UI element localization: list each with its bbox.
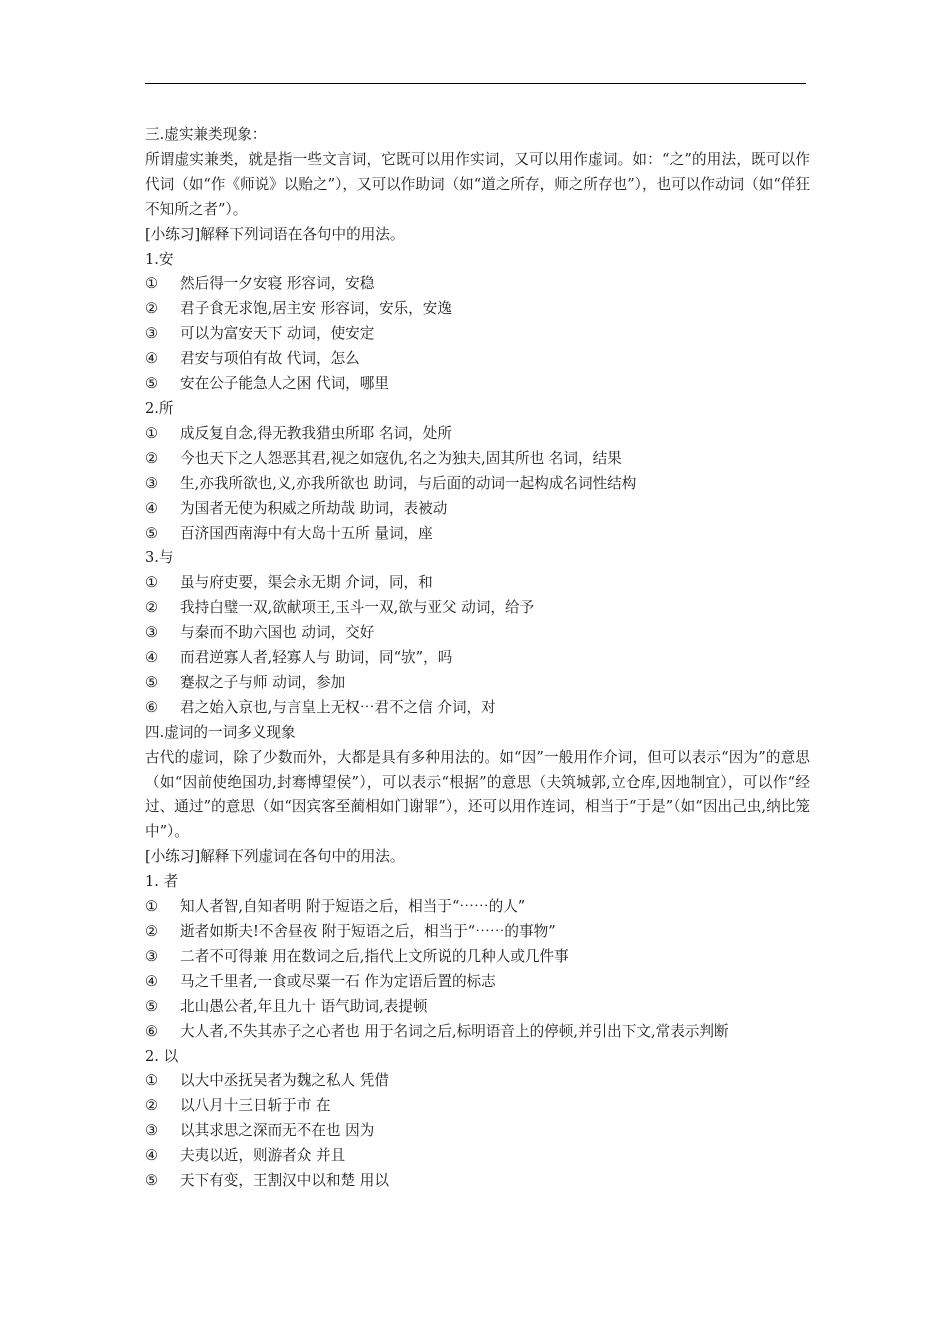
list-item — [145, 322, 810, 347]
item-text: 然后得一夕安寝 形容词，安稳 — [180, 275, 375, 293]
list-item — [145, 472, 810, 497]
list-item — [145, 1119, 810, 1144]
section-paragraph: 所谓虚实兼类，就是指一些文言词，它既可以用作实词，又可以用作虚词。如：“之”的用法，既可以作代词（如“作《师说》以贻之”），又可以作助词（如“道之所存，师之所存也”），也可以作动词（如“佯狂不知所之者”）。 — [145, 150, 810, 218]
section-paragraph: 古代的虚词，除了少数而外，大都是具有多种用法的。如“因”一般用作介词，但可以表示“因为”的意思（如“因前使绝国功,封骞博望侯”），可以表示“根据”的意思（夫筑城郭,立仓库,因地制宜），可以作“经过、通过”的意思（如“因宾客至蔺相如门谢罪”），还可以用作连词，相当于“于是”（如“因出己虫,纳比笼中”）。 — [145, 748, 810, 841]
list-item — [145, 571, 810, 596]
item-text: 而君逆寡人者,轻寡人与 助词，同“欤”，吗 — [180, 649, 453, 667]
word-group-title: 1.安 — [145, 250, 174, 268]
item-text: 君之始入京也,与言皇上无权⋯君不之信 介词，对 — [180, 698, 496, 716]
list-item — [145, 1144, 810, 1169]
exercise-prompt: [小练习]解释下列虚词在各句中的用法。 — [145, 848, 405, 866]
header-rule — [145, 83, 806, 84]
item-number: ① — [145, 574, 159, 592]
list-item — [145, 447, 810, 472]
item-text: 二者不可得兼 用在数词之后,指代上文所说的几种人或几件事 — [180, 947, 569, 965]
list-item — [145, 895, 810, 920]
list-item — [145, 347, 810, 372]
item-number: ⑤ — [145, 1172, 159, 1190]
word-group-title: 3.与 — [145, 549, 174, 567]
item-text: 可以为富安天下 动词，使安定 — [180, 325, 375, 343]
item-number: ② — [145, 449, 159, 467]
item-number: ④ — [145, 350, 159, 368]
item-number: ① — [145, 1072, 159, 1090]
list-item — [145, 621, 810, 646]
item-text: 成反复自念,得无教我猎虫所耶 名词，处所 — [180, 424, 452, 442]
word-group-title: 2.所 — [145, 399, 174, 417]
item-number: ⑥ — [145, 1022, 159, 1040]
item-number: ① — [145, 898, 159, 916]
item-number: ③ — [145, 624, 159, 642]
item-number: ② — [145, 1097, 159, 1115]
list-item — [145, 696, 810, 721]
item-text: 知人者智,自知者明 附于短语之后，相当于“⋯⋯的人” — [180, 898, 526, 916]
item-number: ② — [145, 599, 159, 617]
word-group-title: 1. 者 — [145, 873, 179, 891]
list-item — [145, 272, 810, 297]
item-text: 为国者无使为积威之所劫哉 助词，表被动 — [180, 499, 448, 517]
list-item — [145, 596, 810, 621]
item-text: 夫夷以近，则游者众 并且 — [180, 1147, 346, 1165]
item-text: 安在公子能急人之困 代词，哪里 — [180, 375, 389, 393]
item-number: ⑤ — [145, 375, 159, 393]
item-number: ② — [145, 923, 159, 940]
item-text: 今也天下之人怨恶其君,视之如寇仇,名之为独夫,固其所也 名词，结果 — [180, 449, 622, 467]
list-item — [145, 1069, 810, 1094]
item-number: ⑥ — [145, 698, 159, 716]
item-number: ③ — [145, 1122, 159, 1140]
item-text: 以其求思之深而无不在也 因为 — [180, 1122, 375, 1140]
item-text: 以大中丞抚吴者为魏之私人 凭借 — [180, 1072, 389, 1090]
item-number: ④ — [145, 1147, 159, 1165]
section-heading: 三.虚实兼类现象： — [145, 126, 267, 143]
item-text: 马之千里者,一食或尽粟一石 作为定语后置的标志 — [180, 972, 496, 990]
item-number: ③ — [145, 325, 159, 343]
list-item — [145, 945, 810, 970]
item-text: 蹇叔之子与师 动词，参加 — [180, 673, 346, 691]
section-heading: 四.虚词的一词多义现象 — [145, 723, 296, 741]
item-number: ② — [145, 300, 159, 318]
item-number: ③ — [145, 947, 159, 965]
item-text: 北山愚公者,年且九十 语气助词,表提顿 — [180, 997, 428, 1015]
document-body — [145, 123, 810, 1194]
list-item — [145, 1020, 810, 1045]
item-text: 大人者,不失其赤子之心者也 用于名词之后,标明语音上的停顿,并引出下文,常表示判断 — [180, 1022, 729, 1040]
exercise-prompt: [小练习]解释下列词语在各句中的用法。 — [145, 225, 405, 243]
item-number: ④ — [145, 972, 159, 990]
item-number: ⑤ — [145, 524, 159, 542]
list-item — [145, 522, 810, 547]
item-text: 逝者如斯夫!不舍昼夜 附于短语之后，相当于“⋯⋯的事物” — [180, 923, 556, 940]
item-text: 君子食无求饱,居主安 形容词，安乐，安逸 — [180, 300, 452, 318]
item-text: 天下有变，王割汉中以和楚 用以 — [180, 1172, 389, 1190]
item-number: ⑤ — [145, 997, 159, 1015]
list-item — [145, 646, 810, 671]
item-text: 生,亦我所欲也,义,亦我所欲也 助词，与后面的动词一起构成名词性结构 — [180, 474, 637, 492]
list-item — [145, 1094, 810, 1119]
item-number: ① — [145, 275, 159, 293]
item-text: 虽与府吏要，渠会永无期 介词，同，和 — [180, 574, 433, 592]
list-item — [145, 671, 810, 696]
item-text: 君安与项伯有故 代词，怎么 — [180, 350, 360, 368]
list-item — [145, 372, 810, 397]
item-number: ④ — [145, 499, 159, 517]
item-number: ③ — [145, 474, 159, 492]
list-item — [145, 422, 810, 447]
word-group-title: 2. 以 — [145, 1047, 179, 1065]
list-item — [145, 1169, 810, 1194]
item-text: 与秦而不助六国也 动词，交好 — [180, 624, 375, 642]
list-item — [145, 995, 810, 1020]
item-number: ⑤ — [145, 673, 159, 691]
item-text: 百济国西南海中有大岛十五所 量词，座 — [180, 524, 433, 542]
item-number: ① — [145, 424, 159, 442]
list-item — [145, 297, 810, 322]
item-text: 以八月十三日斩于市 在 — [180, 1097, 331, 1115]
item-number: ④ — [145, 649, 159, 667]
list-item — [145, 497, 810, 522]
list-item — [145, 970, 810, 995]
list-item — [145, 920, 810, 945]
item-text: 我持白璧一双,欲献项王,玉斗一双,欲与亚父 动词，给予 — [180, 599, 535, 617]
